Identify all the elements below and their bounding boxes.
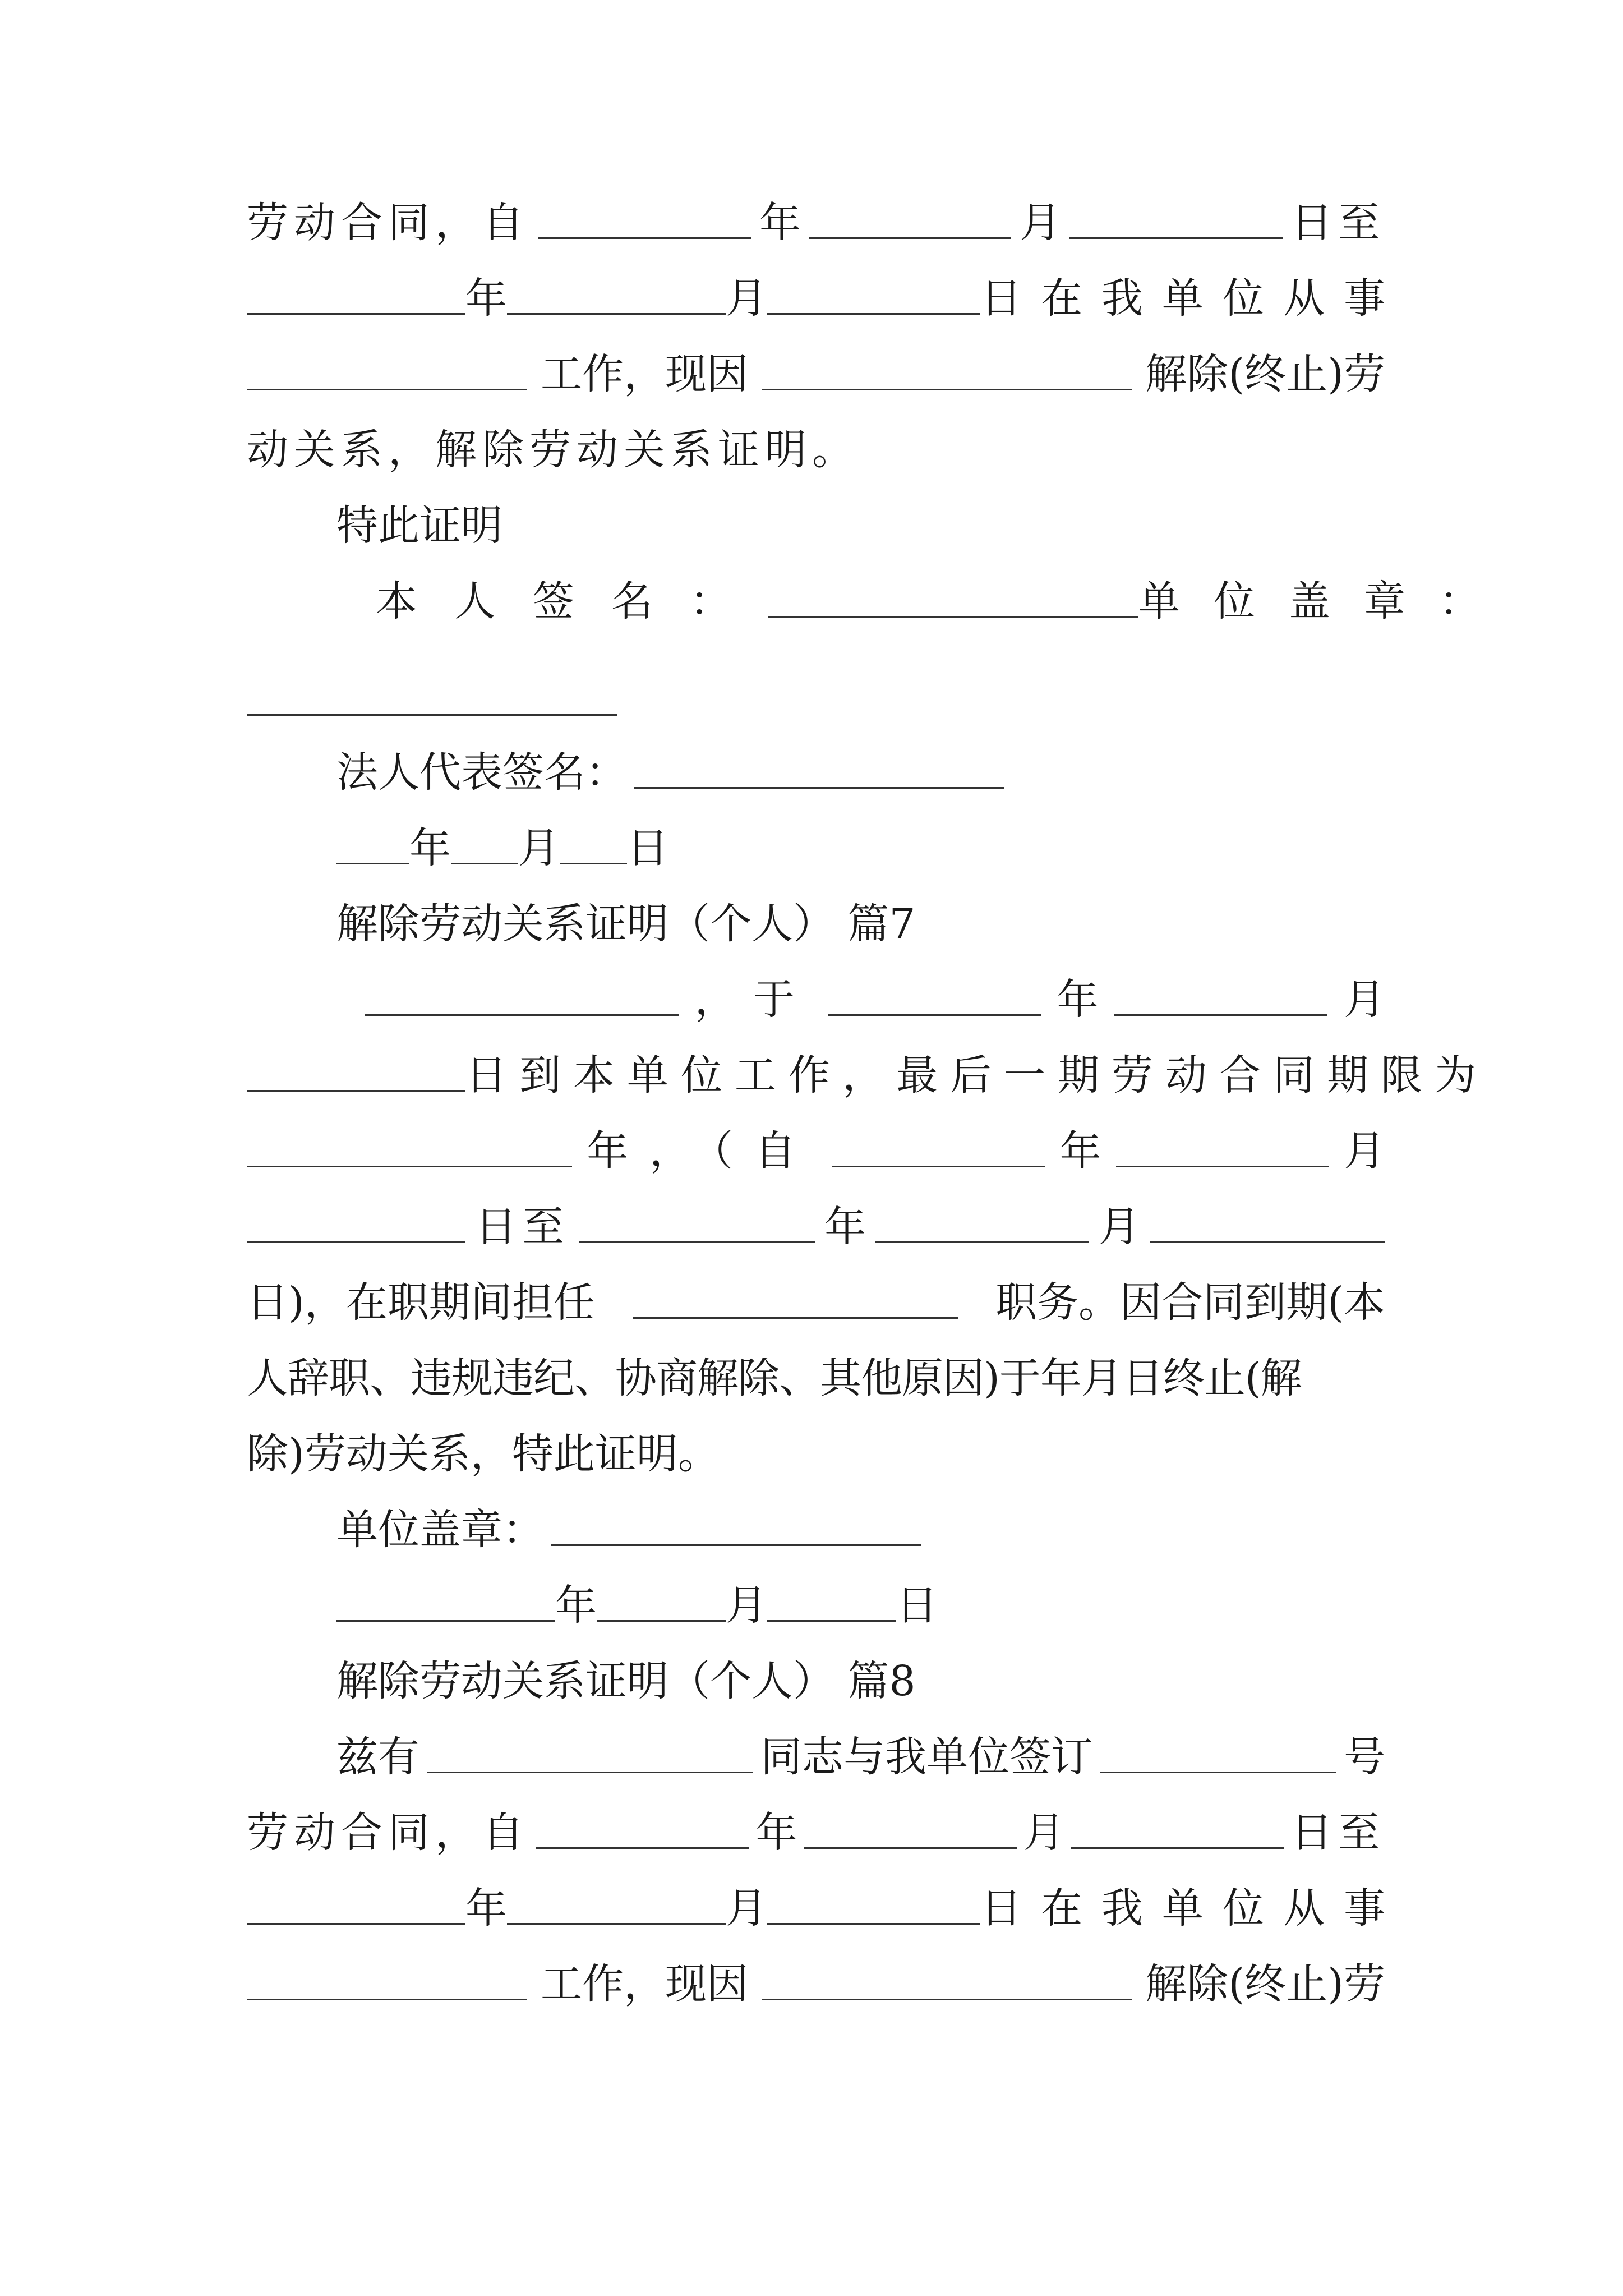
text: 月 xyxy=(726,1581,767,1630)
text: 除)劳动关系，特此证明。 xyxy=(247,1430,720,1478)
text: 单位盖章： xyxy=(336,1506,544,1554)
text-line xyxy=(247,1795,1385,1857)
blank-underline xyxy=(1071,1847,1284,1849)
text: 年 xyxy=(465,1884,507,1932)
text-line xyxy=(247,412,1385,474)
text-line xyxy=(247,1114,1385,1175)
text: 月 xyxy=(726,1884,767,1932)
blank-underline xyxy=(828,1014,1041,1016)
text: 职务。因合同到期(本 xyxy=(995,1278,1385,1327)
text: 解除(终止)劳 xyxy=(1145,1960,1385,2008)
text: 劳动合同，自 xyxy=(247,199,529,247)
text: 年 xyxy=(409,824,451,872)
text: 日)，在职期间担任 xyxy=(247,1278,595,1327)
text-line xyxy=(336,735,1385,797)
blank-underline xyxy=(1150,1241,1385,1243)
text: 年，（自 xyxy=(587,1127,818,1175)
blank-underline xyxy=(1116,1166,1329,1167)
text: 工作，现因 xyxy=(541,1960,749,2008)
text-line xyxy=(247,1416,1385,1478)
text: 月 xyxy=(518,824,560,872)
text: 解除(终止)劳 xyxy=(1145,350,1385,398)
text: 月 xyxy=(1023,1809,1065,1857)
blank-underline xyxy=(247,1999,527,2000)
text: 本人签名： xyxy=(376,577,768,625)
text: 日 xyxy=(627,824,668,872)
text: 年 xyxy=(1057,976,1099,1024)
text: 月 xyxy=(726,274,767,323)
text: 月 xyxy=(1343,976,1385,1024)
blank-underline xyxy=(507,313,726,315)
text: 兹有 xyxy=(336,1733,419,1781)
blank-underline xyxy=(427,1772,753,1773)
blank-underline xyxy=(507,1923,726,1925)
blank-underline xyxy=(804,1847,1017,1849)
text: 特此证明 xyxy=(336,501,502,550)
blank-underline xyxy=(247,313,465,315)
text: 年 xyxy=(465,274,507,323)
text-line xyxy=(247,1038,1488,1099)
text-line xyxy=(365,962,1385,1024)
text: 月 xyxy=(1098,1203,1140,1251)
blank-underline xyxy=(762,389,1132,390)
blank-underline xyxy=(538,237,751,239)
text-line xyxy=(247,1871,1404,1932)
blank-underline xyxy=(767,1620,896,1622)
text: 动关系，解除劳动关系证明。 xyxy=(247,426,859,474)
text: 劳动合同，自 xyxy=(247,1809,529,1857)
text: 工作，现因 xyxy=(541,350,749,398)
text-line xyxy=(247,261,1404,323)
blank-underline xyxy=(247,1241,465,1243)
date-line xyxy=(336,1568,1385,1630)
text: 日至 xyxy=(1290,1809,1385,1857)
text: 年 xyxy=(555,1581,597,1630)
date-line xyxy=(336,811,1385,872)
text-line xyxy=(247,1341,1385,1402)
text-line xyxy=(247,337,1385,398)
text-line xyxy=(247,185,1385,247)
text: 日至 xyxy=(475,1203,570,1251)
text: ，于 xyxy=(694,976,811,1024)
text-line xyxy=(336,1492,1385,1554)
text: 法人代表签名： xyxy=(336,748,627,797)
blank-underline xyxy=(579,1241,815,1243)
text: 日 xyxy=(896,1581,938,1630)
text-line xyxy=(336,1719,1385,1781)
text-line xyxy=(247,1265,1385,1327)
section-heading xyxy=(336,886,1385,948)
blank-underline xyxy=(247,389,527,390)
text: 人辞职、违规违纪、协商解除、其他原因)于年月日终止(解 xyxy=(247,1354,1302,1402)
blank-underline xyxy=(247,714,617,716)
text: 日至 xyxy=(1291,199,1385,247)
blank-underline xyxy=(560,863,627,864)
text: 月 xyxy=(1020,199,1061,247)
text: 单位盖章： xyxy=(1138,577,1514,625)
blank-underline xyxy=(1069,237,1283,239)
blank-underline xyxy=(247,1923,465,1925)
blank-underline xyxy=(551,1544,921,1546)
blank-underline xyxy=(247,1090,465,1092)
text-line xyxy=(247,1947,1385,2008)
text: 日在我单位从事 xyxy=(980,1884,1404,1932)
text: 日在我单位从事 xyxy=(980,274,1404,323)
blank-underline xyxy=(536,1847,749,1849)
text: 年 xyxy=(824,1203,866,1251)
blank-underline xyxy=(633,1317,958,1319)
blank-underline xyxy=(767,313,980,315)
text: 年 xyxy=(759,199,801,247)
blank-underline xyxy=(634,787,1004,789)
text: 解除劳动关系证明（个人） 篇8 xyxy=(336,1657,916,1705)
blank-underline xyxy=(365,1014,679,1016)
blank-underline xyxy=(832,1166,1045,1167)
text-line xyxy=(247,662,1385,724)
blank-underline xyxy=(809,237,1011,239)
text-line xyxy=(336,488,1385,550)
text-line xyxy=(247,1189,1385,1251)
text: 年 xyxy=(755,1809,797,1857)
blank-underline xyxy=(451,863,518,864)
blank-underline xyxy=(762,1999,1132,2000)
signature-line xyxy=(376,564,1514,625)
text: 同志与我单位签订 xyxy=(760,1733,1092,1781)
text: 年 xyxy=(1059,1127,1101,1175)
blank-underline xyxy=(768,616,1138,618)
text: 号 xyxy=(1344,1733,1385,1781)
blank-underline xyxy=(1100,1772,1336,1773)
text: 解除劳动关系证明（个人） 篇7 xyxy=(336,900,916,948)
blank-underline xyxy=(247,1166,572,1167)
blank-underline xyxy=(875,1241,1089,1243)
section-heading xyxy=(336,1644,1385,1705)
blank-underline xyxy=(336,863,409,864)
blank-underline xyxy=(1114,1014,1327,1016)
blank-underline xyxy=(597,1620,726,1622)
text: 月 xyxy=(1343,1127,1385,1175)
blank-underline xyxy=(336,1620,555,1622)
blank-underline xyxy=(767,1923,980,1925)
text: 日到本单位工作，最后一期劳动合同期限为 xyxy=(465,1051,1488,1099)
